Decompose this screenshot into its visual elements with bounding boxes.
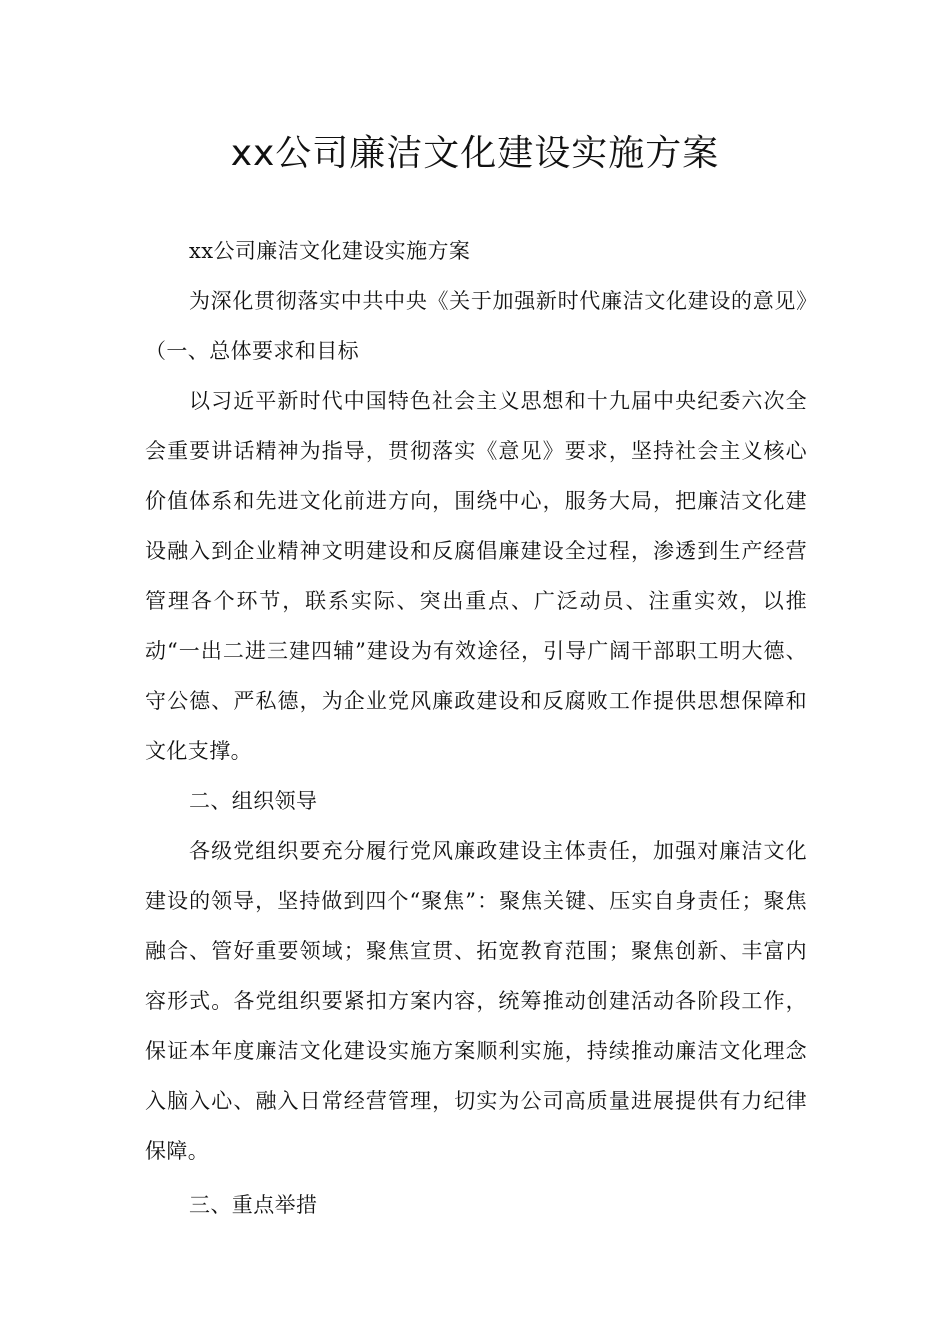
section-heading-organization: 二、组织领导 (189, 789, 318, 813)
paragraph-subtitle: xx公司廉洁文化建设实施方案 (189, 239, 471, 263)
paragraph-intro: 为深化贯彻落实中共中央《关于加强新时代廉洁文化建设的意见》（一、总体要求和目标 (145, 289, 807, 363)
document-title: xx公司廉洁文化建设实施方案 (230, 133, 720, 174)
paragraph-guiding-principle: 以习近平新时代中国特色社会主义思想和十九届中央纪委六次全会重要讲话精神为指导，贯彻落实《意见》要求，坚持社会主义核心价值体系和先进文化前进方向，围绕中心，服务大局，把廉洁文化建设融入到企业精神文明建设和反腐倡廉建设全过程，渗透到生产经营管理各个环节，联系实际、突出重点、广泛动员、注重实效，以推动“一出二进三建四辅”建设为有效途径，引导广阔干部职工明大德、守公德、严私德，为企业党风廉政建设和反腐败工作提供思想保障和文化支撑。 (145, 389, 807, 763)
document-body (145, 226, 807, 1230)
section-heading-key-measures: 三、重点举措 (189, 1193, 318, 1217)
paragraph-organization: 各级党组织要充分履行党风廉政建设主体责任，加强对廉洁文化建设的领导，坚持做到四个“聚焦”：聚焦关键、压实自身责任；聚焦融合、管好重要领域；聚焦宣贯、拓宽教育范围；聚焦创新、丰富内容形式。各党组织要紧扣方案内容，统筹推动创建活动各阶段工作，保证本年度廉洁文化建设实施方案顺利实施，持续推动廉洁文化理念入脑入心、融入日常经营管理，切实为公司高质量进展提供有力纪律保障。 (145, 839, 807, 1163)
